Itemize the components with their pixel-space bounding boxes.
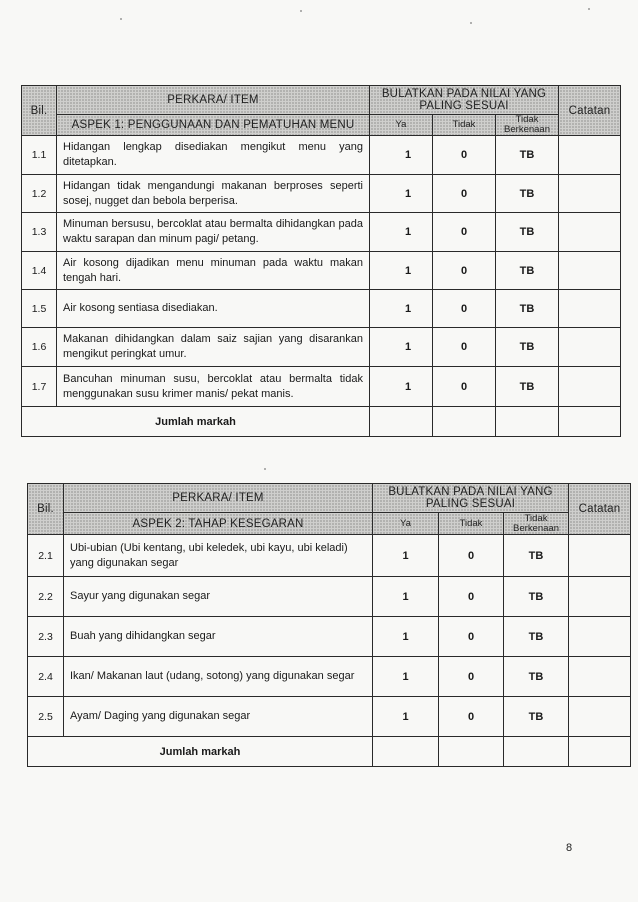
scan-speck bbox=[470, 22, 472, 24]
value-ya[interactable]: 1 bbox=[370, 328, 433, 367]
catatan-cell[interactable] bbox=[569, 617, 631, 657]
catatan-cell[interactable] bbox=[569, 697, 631, 737]
table-row bbox=[28, 617, 631, 657]
catatan-cell[interactable] bbox=[569, 535, 631, 577]
row-number: 1.4 bbox=[22, 252, 57, 290]
value-tidak[interactable]: 0 bbox=[433, 136, 496, 175]
col-header-perkara: PERKARA/ ITEM bbox=[64, 484, 373, 513]
total-tidak-cell[interactable] bbox=[439, 737, 504, 767]
value-tb[interactable]: TB bbox=[496, 213, 559, 252]
scan-speck bbox=[588, 8, 590, 10]
table-row bbox=[22, 290, 621, 328]
value-ya[interactable]: 1 bbox=[373, 697, 439, 737]
value-ya[interactable]: 1 bbox=[370, 367, 433, 407]
catatan-cell[interactable] bbox=[569, 657, 631, 697]
row-description: Buah yang dihidangkan segar bbox=[64, 617, 373, 657]
catatan-cell[interactable] bbox=[559, 290, 621, 328]
table-row bbox=[28, 657, 631, 697]
col-header-bulatkan: BULATKAN PADA NILAI YANG PALING SESUAI bbox=[370, 86, 559, 115]
row-number: 2.4 bbox=[28, 657, 64, 697]
row-number: 1.6 bbox=[22, 328, 57, 367]
aspect-title: ASPEK 1: PENGGUNAAN DAN PEMATUHAN MENU bbox=[57, 115, 370, 136]
col-header-ya: Ya bbox=[373, 513, 439, 535]
total-row bbox=[22, 407, 621, 437]
row-description: Hidangan tidak mengandungi makanan berproses seperti sosej, nugget dan bebola berperisa. bbox=[57, 175, 370, 213]
total-row bbox=[28, 737, 631, 767]
row-description: Hidangan lengkap disediakan mengikut menu yang ditetapkan. bbox=[57, 136, 370, 175]
value-tidak[interactable]: 0 bbox=[439, 577, 504, 617]
catatan-cell[interactable] bbox=[559, 175, 621, 213]
row-number: 2.2 bbox=[28, 577, 64, 617]
col-header-tidak: Tidak bbox=[433, 115, 496, 136]
scan-speck bbox=[300, 10, 302, 12]
catatan-cell[interactable] bbox=[559, 252, 621, 290]
value-tidak[interactable]: 0 bbox=[433, 175, 496, 213]
value-tidak[interactable]: 0 bbox=[433, 328, 496, 367]
row-description: Makanan dihidangkan dalam saiz sajian yang disarankan mengikut peringkat umur. bbox=[57, 328, 370, 367]
col-header-bil: Bil. bbox=[22, 86, 57, 136]
col-header-tidak-berkenaan: Tidak Berkenaan bbox=[496, 115, 559, 136]
row-number: 1.1 bbox=[22, 136, 57, 175]
value-ya[interactable]: 1 bbox=[370, 213, 433, 252]
value-ya[interactable]: 1 bbox=[373, 657, 439, 697]
col-header-catatan: Catatan bbox=[559, 86, 621, 136]
col-header-tidak: Tidak bbox=[439, 513, 504, 535]
row-number: 2.3 bbox=[28, 617, 64, 657]
table-row bbox=[22, 252, 621, 290]
value-tb[interactable]: TB bbox=[496, 252, 559, 290]
total-label: Jumlah markah bbox=[28, 737, 373, 767]
value-ya[interactable]: 1 bbox=[373, 577, 439, 617]
col-header-ya: Ya bbox=[370, 115, 433, 136]
col-header-tidak-berkenaan: Tidak Berkenaan bbox=[504, 513, 569, 535]
catatan-cell[interactable] bbox=[559, 136, 621, 175]
scan-speck bbox=[120, 18, 122, 20]
value-tb[interactable]: TB bbox=[496, 175, 559, 213]
catatan-cell[interactable] bbox=[559, 328, 621, 367]
catatan-cell[interactable] bbox=[569, 577, 631, 617]
row-number: 2.1 bbox=[28, 535, 64, 577]
row-number: 1.2 bbox=[22, 175, 57, 213]
col-header-bulatkan: BULATKAN PADA NILAI YANG PALING SESUAI bbox=[373, 484, 569, 513]
table-row bbox=[22, 213, 621, 252]
page-number: 8 bbox=[566, 842, 573, 854]
total-catatan-cell[interactable] bbox=[569, 737, 631, 767]
value-tidak[interactable]: 0 bbox=[433, 213, 496, 252]
value-tidak[interactable]: 0 bbox=[439, 657, 504, 697]
catatan-cell[interactable] bbox=[559, 367, 621, 407]
value-tb[interactable]: TB bbox=[504, 577, 569, 617]
table-row bbox=[22, 136, 621, 175]
col-header-catatan: Catatan bbox=[569, 484, 631, 535]
col-header-bil: Bil. bbox=[28, 484, 64, 535]
row-number: 1.7 bbox=[22, 367, 57, 407]
total-tb-cell[interactable] bbox=[504, 737, 569, 767]
value-ya[interactable]: 1 bbox=[370, 252, 433, 290]
total-ya-cell[interactable] bbox=[370, 407, 433, 437]
aspect-title: ASPEK 2: TAHAP KESEGARAN bbox=[64, 513, 373, 535]
row-description: Sayur yang digunakan segar bbox=[64, 577, 373, 617]
table-row bbox=[22, 367, 621, 407]
value-tb[interactable]: TB bbox=[496, 136, 559, 175]
total-tidak-cell[interactable] bbox=[433, 407, 496, 437]
row-description: Ayam/ Daging yang digunakan segar bbox=[64, 697, 373, 737]
value-tb[interactable]: TB bbox=[504, 697, 569, 737]
value-tidak[interactable]: 0 bbox=[439, 697, 504, 737]
row-number: 1.5 bbox=[22, 290, 57, 328]
row-description: Bancuhan minuman susu, bercoklat atau bermalta tidak menggunakan susu krimer manis/ pekat manis. bbox=[57, 367, 370, 407]
value-tb[interactable]: TB bbox=[504, 617, 569, 657]
table-row bbox=[22, 175, 621, 213]
catatan-cell[interactable] bbox=[559, 213, 621, 252]
value-tidak[interactable]: 0 bbox=[439, 617, 504, 657]
value-tb[interactable]: TB bbox=[496, 328, 559, 367]
row-description: Air kosong sentiasa disediakan. bbox=[57, 290, 370, 328]
table-row bbox=[28, 577, 631, 617]
value-tidak[interactable]: 0 bbox=[433, 252, 496, 290]
assessment-table-aspek-2 bbox=[27, 483, 631, 767]
value-tb[interactable]: TB bbox=[504, 657, 569, 697]
col-header-perkara: PERKARA/ ITEM bbox=[57, 86, 370, 115]
row-description: Ubi-ubian (Ubi kentang, ubi keledek, ubi kayu, ubi keladi) yang digunakan segar bbox=[64, 535, 373, 577]
table-row bbox=[28, 535, 631, 577]
table-row bbox=[28, 697, 631, 737]
row-description: Air kosong dijadikan menu minuman pada waktu makan tengah hari. bbox=[57, 252, 370, 290]
row-description: Minuman bersusu, bercoklat atau bermalta dihidangkan pada waktu sarapan dan minum pagi/ petang. bbox=[57, 213, 370, 252]
value-ya[interactable]: 1 bbox=[370, 175, 433, 213]
scan-speck bbox=[264, 468, 266, 470]
value-tidak[interactable]: 0 bbox=[433, 290, 496, 328]
value-tb[interactable]: TB bbox=[496, 290, 559, 328]
total-tb-cell[interactable] bbox=[496, 407, 559, 437]
value-tb[interactable]: TB bbox=[504, 535, 569, 577]
value-ya[interactable]: 1 bbox=[373, 535, 439, 577]
total-catatan-cell[interactable] bbox=[559, 407, 621, 437]
value-tidak[interactable]: 0 bbox=[439, 535, 504, 577]
row-number: 2.5 bbox=[28, 697, 64, 737]
total-ya-cell[interactable] bbox=[373, 737, 439, 767]
value-tb[interactable]: TB bbox=[496, 367, 559, 407]
value-tidak[interactable]: 0 bbox=[433, 367, 496, 407]
assessment-table-aspek-1 bbox=[21, 85, 621, 437]
row-number: 1.3 bbox=[22, 213, 57, 252]
value-ya[interactable]: 1 bbox=[370, 136, 433, 175]
total-label: Jumlah markah bbox=[22, 407, 370, 437]
value-ya[interactable]: 1 bbox=[370, 290, 433, 328]
table-row bbox=[22, 328, 621, 367]
row-description: Ikan/ Makanan laut (udang, sotong) yang digunakan segar bbox=[64, 657, 373, 697]
value-ya[interactable]: 1 bbox=[373, 617, 439, 657]
